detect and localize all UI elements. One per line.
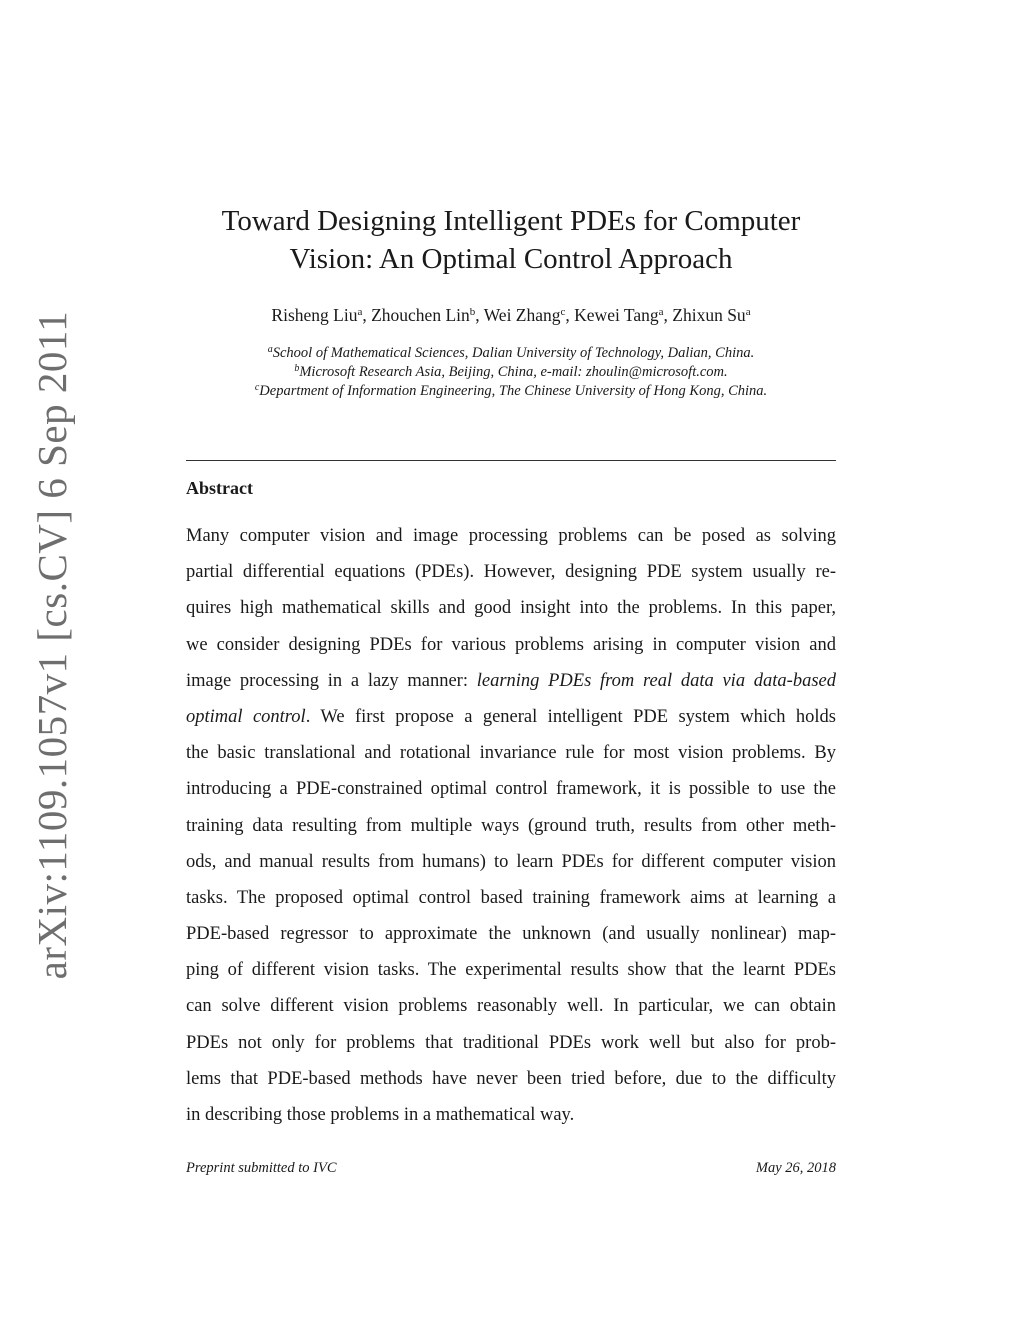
title-line: Toward Designing Intelligent PDEs for Computer [221,205,801,237]
affiliation-mark: c [254,382,260,393]
abstract-line [186,699,836,735]
affiliation-item [150,363,872,382]
author-affiliation-mark: a [745,306,751,318]
author-affiliation-mark: c [560,306,566,318]
abstract-text: image processing in a lazy manner: [186,670,468,691]
author-affiliation-mark: a [357,306,363,318]
abstract-emphasis: optimal control [186,706,306,727]
affiliation-text: Microsoft Research Asia, Beijing, China, e-mail: zhoulin@microsoft.com. [299,364,728,380]
abstract-line: introducing a PDE-constrained optimal control framework, it is possible to use the [186,779,836,800]
abstract-line: ping of different vision tasks. The experimental results show that the learnt PDEs [186,960,836,981]
paper-title [186,202,836,278]
arxiv-identifier-stamp: arXiv:1109.1057v1 [cs.CV] 6 Sep 2011 [29,310,75,980]
footer-preprint-note: Preprint submitted to IVC [186,1160,337,1176]
abstract-line: we consider designing PDEs for various problems arising in computer vision and [186,634,836,655]
affiliation-mark: a [267,344,273,355]
abstract-line: can solve different vision problems reasonably well. In particular, we can obtain [186,996,836,1017]
abstract-line: tasks. The proposed optimal control based training framework aims at learning a [186,887,836,908]
section-divider [186,460,836,461]
abstract-line: lems that PDE-based methods have never been tried before, due to the difficulty [186,1068,836,1089]
author-name: Risheng Liu [271,305,358,325]
affiliation-text: School of Mathematical Sciences, Dalian University of Technology, Dalian, China. [272,345,755,361]
affiliation-text: Department of Information Engineering, The Chinese University of Hong Kong, China. [259,383,768,399]
abstract-line: partial differential equations (PDEs). However, designing PDE system usually re- [186,562,836,583]
affiliation-item [150,344,872,363]
title-line: Vision: An Optimal Control Approach [289,243,733,275]
abstract-text: . We first propose a general intelligent PDE system which holds [305,706,836,727]
abstract-line: quires high mathematical skills and good insight into the problems. In this paper, [186,598,836,619]
abstract-body [186,518,836,1133]
author-list: Risheng Liu$^a$, Zhouchen Lin$^b$, Wei Zhang$^c$, Kewei Tang$^a$, Zhixun Su$^a$ [271,305,751,325]
author-affiliation-mark: b [469,306,476,318]
abstract-line: ods, and manual results from humans) to learn PDEs for different computer vision [186,851,836,872]
abstract-heading: Abstract [186,478,253,498]
author-name: Zhixun Su [672,305,746,325]
abstract-line: Many computer vision and image processing problems can be posed as solving [186,526,836,546]
author-name: Zhouchen Lin [371,305,470,325]
author-name: Wei Zhang [483,305,561,325]
footer-date: May 26, 2018 [755,1160,836,1176]
abstract-line: PDE-based regressor to approximate the unknown (and usually nonlinear) map- [186,924,836,945]
abstract-line [186,663,836,699]
affiliation-list [150,344,872,401]
abstract-line: in describing those problems in a mathematical way. [186,1105,575,1125]
abstract-line: PDEs not only for problems that traditional PDEs work well but also for prob- [186,1032,836,1053]
affiliation-mark: b [294,363,300,374]
author-name: Kewei Tang [574,305,659,325]
author-affiliation-mark: a [658,306,664,318]
abstract-line: training data resulting from multiple ways (ground truth, results from other meth- [186,815,836,836]
abstract-emphasis: learning PDEs from real data via data-based [476,670,837,691]
abstract-line: the basic translational and rotational invariance rule for most vision problems. By [186,743,836,764]
affiliation-item [150,382,872,401]
